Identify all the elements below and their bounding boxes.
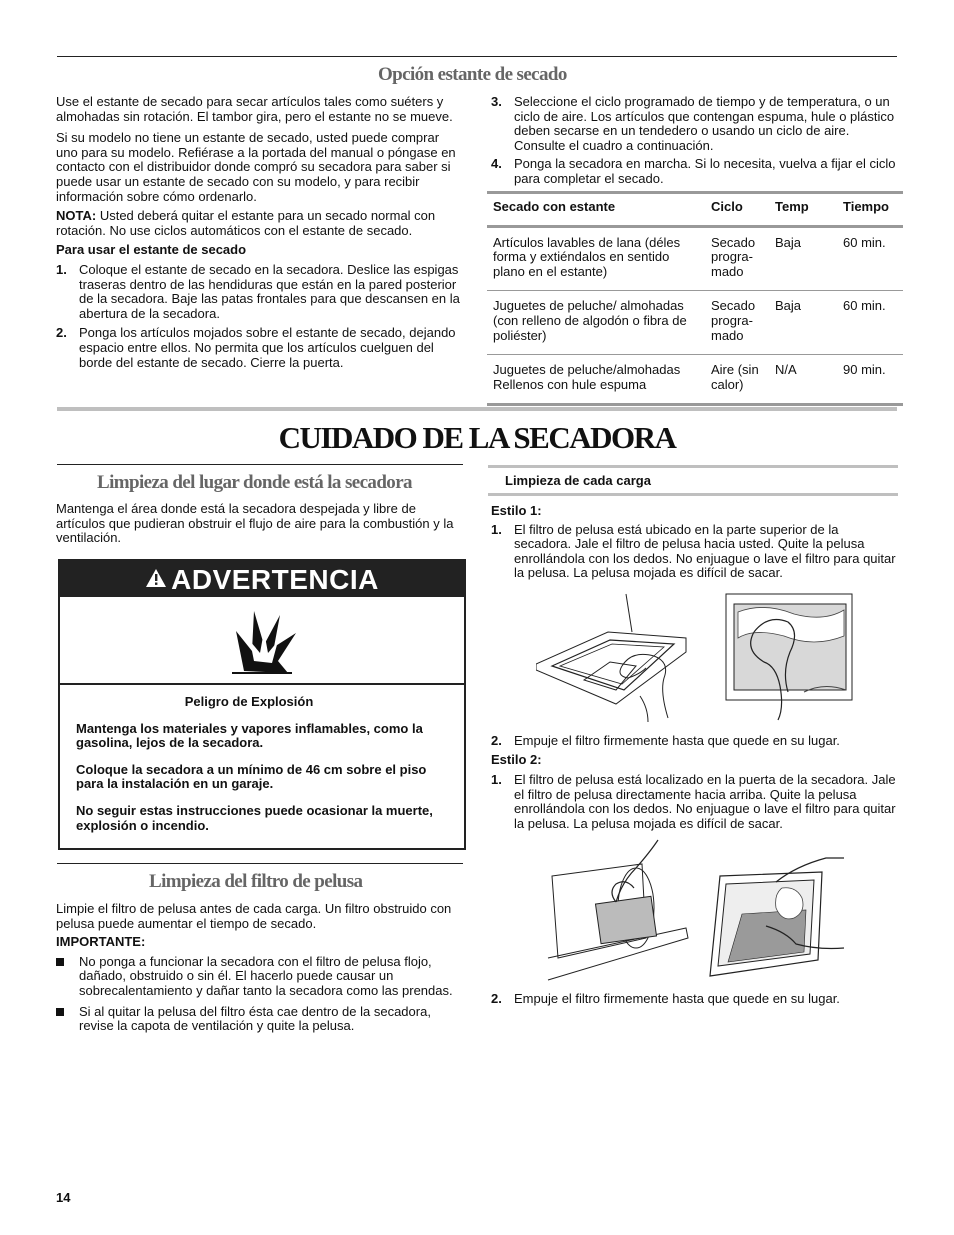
table-cell: Secado progra-mado <box>705 291 769 355</box>
style1-block <box>491 504 897 585</box>
column-header: Secado con estante <box>493 199 616 214</box>
step-text: Ponga la secadora en marcha. Si lo necesita, vuelva a fijar el ciclo para completar el secado. <box>514 156 896 186</box>
steps-heading: Para usar el estante de secado <box>56 242 247 258</box>
steps-list-continued <box>491 95 897 187</box>
list-item <box>491 157 897 186</box>
table-cell: Baja <box>769 291 837 355</box>
step-text: Empuje el filtro firmemente hasta que quede en su lugar. <box>514 733 840 748</box>
table-row <box>487 226 903 291</box>
section-rule <box>57 464 463 465</box>
warning-title: ADVERTENCIA <box>171 564 379 595</box>
table-cell: Juguetes de peluche/ almohadas (con relleno de algodón o fibra de poliéster) <box>487 291 705 355</box>
drying-rack-table <box>487 191 903 406</box>
important-label: IMPORTANTE: <box>56 934 146 950</box>
warning-header <box>60 561 464 597</box>
section-heading-lint-filter: Limpieza del filtro de pelusa <box>149 871 363 892</box>
style1-steps <box>491 523 897 581</box>
list-item <box>491 992 897 1007</box>
table-cell: 90 min. <box>837 355 903 405</box>
style2-label: Estilo 2: <box>491 751 542 767</box>
warning-line: Coloque la secadora a un mínimo de 46 cm sobre el piso para la instalación en un garaje. <box>76 761 427 792</box>
lint-filter-text: Limpie el filtro de pelusa antes de cada carga. Un filtro obstruido con pelusa puede aumentar el tiempo de secado. <box>56 901 452 931</box>
top-filter-clean-illustration <box>724 592 854 726</box>
page-number: 14 <box>56 1190 71 1205</box>
column-header: Ciclo <box>711 199 743 214</box>
list-item <box>56 263 462 321</box>
step-text: Ponga los artículos mojados sobre el estante de secado, dejando espacio entre ellos. No permita que los artículos cuelguen del borde del estante de secado. Cierre la puerta. <box>79 325 456 370</box>
table-cell: Artículos lavables de lana (déles forma y extiéndalos en sentido plano en el estante) <box>493 234 681 279</box>
bullet-square-icon <box>56 958 64 966</box>
column-header: Temp <box>775 199 809 214</box>
list-item <box>56 326 462 370</box>
step-text: El filtro de pelusa está ubicado en la parte superior de la secadora. Jale el filtro de pelusa hacia usted. Quite la pelusa enrollándola con los dedos. No enjuague o lave el filtro para quitar la pelusa. La pelusa mojada es difícil de sacar. <box>514 521 896 581</box>
subheading-rule-bottom <box>488 493 898 496</box>
lint-filter-body <box>56 902 466 1040</box>
top-rule <box>57 56 897 57</box>
door-filter-clean-illustration <box>706 852 846 986</box>
each-load-heading: Limpieza de cada carga <box>505 473 651 488</box>
step-number: 3. <box>491 94 502 109</box>
warning-triangle-icon <box>145 560 167 598</box>
style2-steps <box>491 773 897 831</box>
drying-rack-left-column <box>56 95 462 374</box>
style2-step2-block <box>491 992 897 1011</box>
table-cell: Secado progra-mado <box>711 234 756 279</box>
list-item <box>491 734 897 749</box>
step-text: Empuje el filtro firmemente hasta que quede en su lugar. <box>514 991 840 1006</box>
table-cell: N/A <box>769 355 837 405</box>
style2-steps-continued <box>491 992 897 1007</box>
page-title: CUIDADO DE LA SECADORA <box>278 420 676 455</box>
note-text: Usted deberá quitar el estante para un secado normal con rotación. No use ciclos automáticos con el estante de secado. <box>56 208 436 238</box>
warning-text <box>60 685 464 833</box>
top-filter-pull-illustration <box>536 592 694 726</box>
step-number: 1. <box>56 261 67 277</box>
note-paragraph <box>56 209 462 238</box>
table-cell: 60 min. <box>843 234 886 250</box>
step-number: 4. <box>491 156 502 172</box>
explosion-icon <box>60 597 464 685</box>
table-header-row <box>487 193 903 227</box>
drying-rack-right-column <box>491 95 897 191</box>
bullet-text: Si al quitar la pelusa del filtro ésta cae dentro de la secadora, revise la capota de ventilación y quite la pelusa. <box>79 1003 431 1034</box>
hazard-title: Peligro de Explosión <box>184 694 314 709</box>
important-list <box>56 955 466 1034</box>
paragraph: Use el estante de secado para secar artículos tales como suéters y almohadas sin rotación. El tambor gira, pero el estante no se mueve. <box>56 94 453 124</box>
list-item <box>491 773 897 831</box>
style1-label: Estilo 1: <box>491 503 542 518</box>
table-row <box>487 291 903 355</box>
paragraph: Si su modelo no tiene un estante de secado, usted puede comprar uno para su modelo. Refiérase a la portada del manual o póngase en contacto con el distribuidor donde compró su secadora para saber si puede usar un estante de secado con su modelo, y para recibir información sobre cómo ordenarlo. <box>56 130 456 204</box>
note-label: NOTA: <box>56 208 97 224</box>
subheading-rule-top <box>488 465 898 468</box>
step-number: 1. <box>491 772 502 788</box>
table-cell: Baja <box>775 234 802 250</box>
bullet-square-icon <box>56 1008 64 1016</box>
step-text: El filtro de pelusa está localizado en la puerta de la secadora. Jale el filtro de pelusa directamente hacia arriba. Quite la pelusa enrollándola con los dedos. No enjuague o lave el filtro para quitar la pelusa. La pelusa mojada es difícil de sacar. <box>514 772 896 831</box>
step-number: 2. <box>56 325 67 341</box>
step-text: Seleccione el ciclo programado de tiempo y de temperatura, o un ciclo de aire. Los artículos que contengan espuma, hule o plástico deben secarse en un tendedero o usando un ciclo de aire. Consulte el cuadro a continuación. <box>514 94 895 153</box>
steps-list <box>56 263 462 370</box>
door-filter-pull-illustration <box>546 838 691 987</box>
warning-line: Mantenga los materiales y vapores inflamables, como la gasolina, lejos de la secadora. <box>76 720 423 751</box>
list-item <box>56 955 466 999</box>
step-number: 2. <box>491 733 502 748</box>
bullet-text: No ponga a funcionar la secadora con el filtro de pelusa flojo, dañado, obstruido o sin él. El hacerlo puede causar un sobrecalentamiento y dañar tanto la secadora como las prendas. <box>79 953 453 998</box>
list-item <box>491 523 897 581</box>
style1-steps-continued <box>491 734 897 749</box>
section-heading-location: Limpieza del lugar donde está la secadora <box>97 472 412 493</box>
warning-box <box>58 559 466 850</box>
title-rule <box>57 407 897 411</box>
table-cell: 60 min. <box>837 291 903 355</box>
section-heading-drying-rack: Opción estante de secado <box>378 64 567 85</box>
table-cell: Juguetes de peluche/almohadas Rellenos con hule espuma <box>487 355 705 405</box>
step-number: 2. <box>491 991 502 1006</box>
list-item <box>56 1005 466 1034</box>
step-text: Coloque el estante de secado en la secadora. Deslice las espigas traseras dentro de las hendiduras que están en la pared posterior de la secadora. Baje las patas frontales para que descansen en la abertura de la secadora. <box>79 261 460 321</box>
section-rule <box>57 863 463 864</box>
column-header: Tiempo <box>843 199 889 214</box>
table-row <box>487 355 903 405</box>
warning-line: No seguir estas instrucciones puede ocasionar la muerte, explosión o incendio. <box>76 802 433 833</box>
style1-step2-block <box>491 734 897 836</box>
location-text: Mantenga el área donde está la secadora despejada y libre de artículos que pudieran obstruir el flujo de aire para la combustión y la ventilación. <box>56 501 454 546</box>
table-cell: Aire (sin calor) <box>705 355 769 405</box>
step-number: 1. <box>491 521 502 537</box>
list-item <box>491 95 897 153</box>
